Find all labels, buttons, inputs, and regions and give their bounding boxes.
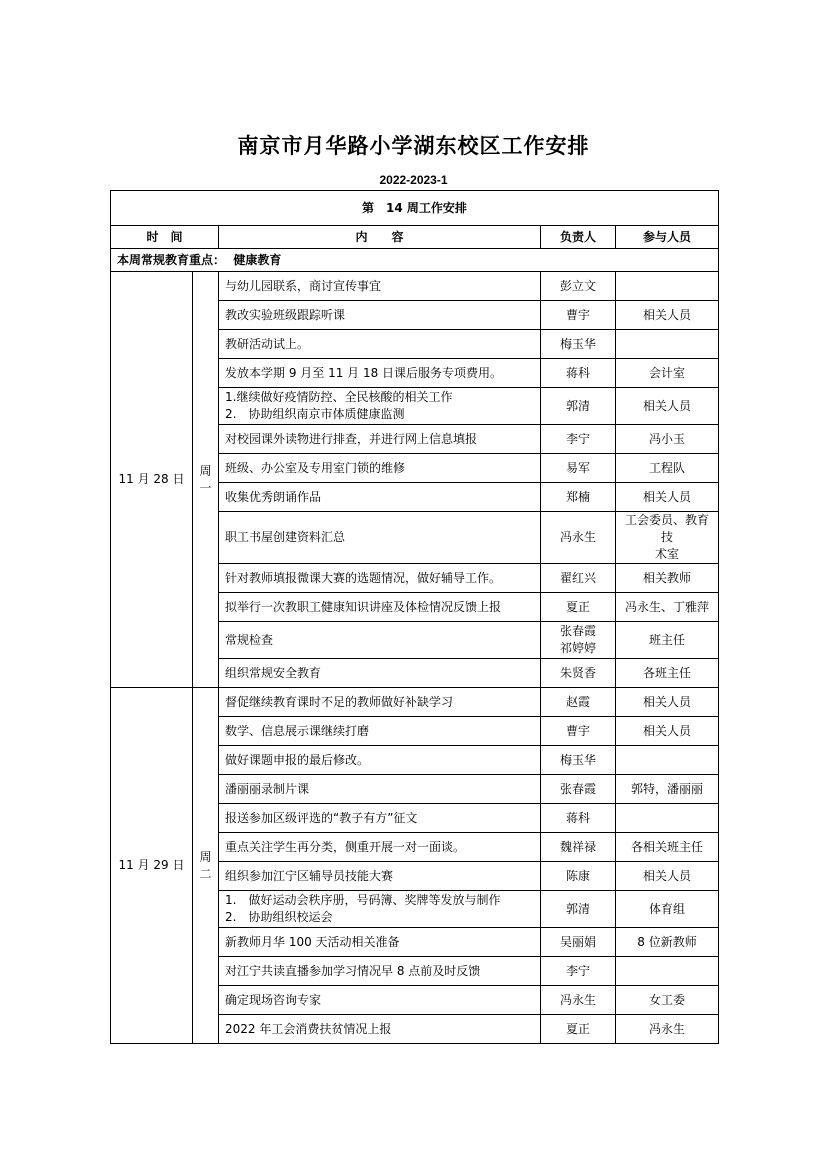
task-participants (616, 775, 719, 804)
task-owner (541, 388, 616, 425)
participant-line: 体育组 (648, 901, 685, 916)
owner-name: 冯永生 (559, 992, 596, 1007)
owner-name: 郑楠 (565, 489, 590, 504)
task-owner (541, 986, 616, 1015)
table-row (111, 688, 719, 717)
participant-line: 8 位新教师 (637, 934, 697, 949)
weekly-focus-label: 本周常规教育重点： (117, 252, 226, 267)
owner-name: 曹宇 (565, 307, 590, 322)
task-content (219, 301, 541, 330)
task-line: 组织常规安全教育 (225, 665, 322, 680)
task-line: 督促继续教育课时不足的教师做好补缺学习 (225, 694, 454, 709)
owner-name: 梅玉华 (559, 336, 596, 351)
participant-line: 工会委员、教育技 (624, 513, 709, 544)
task-participants (616, 593, 719, 622)
task-participants (616, 564, 719, 593)
weekday-char: 一 (199, 480, 212, 495)
task-owner (541, 359, 616, 388)
task-content (219, 746, 541, 775)
task-line: 潘丽丽录制片课 (225, 781, 310, 796)
task-participants (616, 272, 719, 301)
task-participants (616, 359, 719, 388)
task-owner (541, 301, 616, 330)
task-line: 做好课题申报的最后修改。 (225, 752, 370, 767)
task-content (219, 928, 541, 957)
weekly-focus-value: 健康教育 (233, 252, 282, 267)
owner-name: 冯永生 (559, 530, 596, 544)
week-heading: 第 14 周工作安排 (111, 191, 719, 226)
day-date: 11 月 28 日 (111, 272, 193, 688)
task-participants (616, 512, 719, 564)
task-line: 拟举行一次教职工健康知识讲座及体检情况反馈上报 (225, 599, 502, 614)
task-line: 数学、信息展示课继续打磨 (225, 723, 370, 738)
task-line: 针对教师填报微课大赛的选题情况，做好辅导工作。 (225, 570, 502, 585)
task-content (219, 483, 541, 512)
owner-name: 吴丽娟 (559, 934, 596, 949)
owner-name: 朱贤香 (559, 665, 596, 680)
task-participants (616, 1015, 719, 1044)
header-owner: 负责人 (541, 226, 616, 249)
task-participants (616, 454, 719, 483)
participant-line: 冯小玉 (648, 431, 685, 446)
task-owner (541, 564, 616, 593)
task-content (219, 804, 541, 833)
task-content (219, 593, 541, 622)
task-participants (616, 483, 719, 512)
task-participants (616, 833, 719, 862)
task-owner (541, 746, 616, 775)
participant-line: 相关人员 (642, 694, 691, 709)
task-owner (541, 804, 616, 833)
day-weekday (193, 688, 219, 1044)
task-line: 2. 协助组织南京市体质健康监测 (225, 407, 405, 421)
task-participants (616, 425, 719, 454)
participant-line: 班主任 (648, 632, 685, 647)
task-participants (616, 804, 719, 833)
owner-name: 魏祥禄 (559, 839, 596, 854)
task-content (219, 388, 541, 425)
task-participants (616, 688, 719, 717)
participant-line: 郭特，潘丽丽 (630, 781, 703, 796)
task-participants (616, 928, 719, 957)
participant-line: 各班主任 (642, 665, 691, 680)
task-owner (541, 512, 616, 564)
header-time: 时 间 (111, 226, 219, 249)
owner-name: 赵霞 (565, 694, 590, 709)
school-year: 2022-2023-1 (379, 173, 448, 187)
task-content (219, 775, 541, 804)
task-line: 常规检查 (225, 632, 274, 647)
participant-line: 工程队 (648, 460, 685, 475)
header-participants: 参与人员 (616, 226, 719, 249)
weekday-char: 周 (199, 849, 212, 864)
task-participants (616, 746, 719, 775)
task-owner (541, 454, 616, 483)
task-content (219, 454, 541, 483)
task-content (219, 425, 541, 454)
header-content: 内 容 (219, 226, 541, 249)
task-line: 重点关注学生再分类，侧重开展一对一面谈。 (225, 839, 466, 854)
task-content (219, 272, 541, 301)
task-content (219, 512, 541, 564)
task-participants (616, 986, 719, 1015)
owner-name: 李宁 (565, 431, 590, 446)
owner-name: 蒋科 (565, 365, 590, 380)
task-owner (541, 659, 616, 688)
task-content (219, 986, 541, 1015)
task-participants (616, 717, 719, 746)
task-participants (616, 388, 719, 425)
participant-line: 相关人员 (642, 307, 691, 322)
task-participants (616, 957, 719, 986)
schedule-table (110, 190, 719, 1044)
owner-name: 郭清 (565, 901, 590, 916)
task-line: 2. 协助组织校运会 (225, 910, 333, 924)
task-owner (541, 593, 616, 622)
task-participants (616, 622, 719, 659)
task-line: 确定现场咨询专家 (225, 992, 322, 1007)
task-content (219, 891, 541, 928)
task-owner (541, 862, 616, 891)
participant-line: 相关人员 (642, 398, 691, 413)
task-content (219, 359, 541, 388)
owner-name: 郭清 (565, 398, 590, 413)
weekday-char: 周 (199, 463, 212, 478)
participant-line: 相关人员 (642, 489, 691, 504)
task-content (219, 957, 541, 986)
participant-line: 相关人员 (642, 723, 691, 738)
participant-line: 相关人员 (642, 868, 691, 883)
task-line: 报送参加区级评选的“教子有方”征文 (225, 810, 418, 825)
task-line: 对江宁共读直播参加学习情况早 8 点前及时反馈 (225, 963, 481, 978)
task-line: 与幼儿园联系，商讨宣传事宜 (225, 278, 382, 293)
task-line: 1.继续做好疫情防控、全民核酸的相关工作 (225, 390, 453, 404)
task-owner (541, 717, 616, 746)
task-owner (541, 272, 616, 301)
task-content (219, 688, 541, 717)
task-owner (541, 833, 616, 862)
owner-name: 陈康 (565, 868, 590, 883)
task-content (219, 833, 541, 862)
task-participants (616, 301, 719, 330)
participant-line: 冯永生、丁雅萍 (624, 599, 709, 614)
task-owner (541, 891, 616, 928)
task-participants (616, 330, 719, 359)
weekday-char: 二 (199, 866, 212, 881)
task-line: 收集优秀朗诵作品 (225, 489, 322, 504)
task-participants (616, 659, 719, 688)
owner-name: 李宁 (565, 963, 590, 978)
owner-name: 张春霞 (559, 781, 596, 796)
owner-name: 蒋科 (565, 810, 590, 825)
weekly-focus (111, 249, 719, 272)
day-weekday (193, 272, 219, 688)
task-line: 教研活动试上。 (225, 336, 310, 351)
task-line: 组织参加江宁区辅导员技能大赛 (225, 868, 394, 883)
task-owner (541, 957, 616, 986)
task-line: 1. 做好运动会秩序册，号码簿、奖牌等发放与制作 (225, 893, 501, 907)
owner-name: 夏正 (565, 599, 590, 614)
task-line: 教改实验班级跟踪听课 (225, 307, 346, 322)
task-line: 班级、办公室及专用室门锁的维修 (225, 460, 406, 475)
task-owner (541, 622, 616, 659)
participant-line: 女工委 (648, 992, 685, 1007)
task-content (219, 1015, 541, 1044)
owner-name: 祁婷婷 (559, 641, 596, 655)
task-owner (541, 775, 616, 804)
task-participants (616, 862, 719, 891)
task-owner (541, 1015, 616, 1044)
owner-name: 张春霞 (559, 624, 596, 638)
task-owner (541, 688, 616, 717)
participant-line: 冯永生 (648, 1021, 685, 1036)
day-date: 11 月 29 日 (111, 688, 193, 1044)
owner-name: 曹宇 (565, 723, 590, 738)
task-content (219, 564, 541, 593)
owner-name: 易军 (565, 460, 590, 475)
task-content (219, 330, 541, 359)
task-owner (541, 928, 616, 957)
task-line: 职工书屋创建资料汇总 (225, 530, 346, 544)
table-row (111, 272, 719, 301)
participant-line: 会计室 (648, 365, 685, 380)
owner-name: 翟红兴 (559, 570, 596, 585)
task-line: 发放本学期 9 月至 11 月 18 日课后服务专项费用。 (225, 365, 503, 380)
task-content (219, 717, 541, 746)
task-line: 新教师月华 100 天活动相关准备 (225, 934, 400, 949)
task-content (219, 659, 541, 688)
task-owner (541, 425, 616, 454)
task-owner (541, 483, 616, 512)
task-line: 2022 年工会消费扶贫情况上报 (225, 1021, 392, 1036)
task-participants (616, 891, 719, 928)
owner-name: 夏正 (565, 1021, 590, 1036)
owner-name: 彭立文 (559, 278, 596, 293)
owner-name: 梅玉华 (559, 752, 596, 767)
participant-line: 各相关班主任 (630, 839, 703, 854)
task-line: 对校园课外读物进行排查，并进行网上信息填报 (225, 431, 478, 446)
participant-line: 术室 (654, 547, 679, 561)
task-content (219, 862, 541, 891)
task-content (219, 622, 541, 659)
task-owner (541, 330, 616, 359)
page-title: 南京市月华路小学湖东校区工作安排 (237, 133, 590, 158)
participant-line: 相关教师 (642, 570, 691, 585)
